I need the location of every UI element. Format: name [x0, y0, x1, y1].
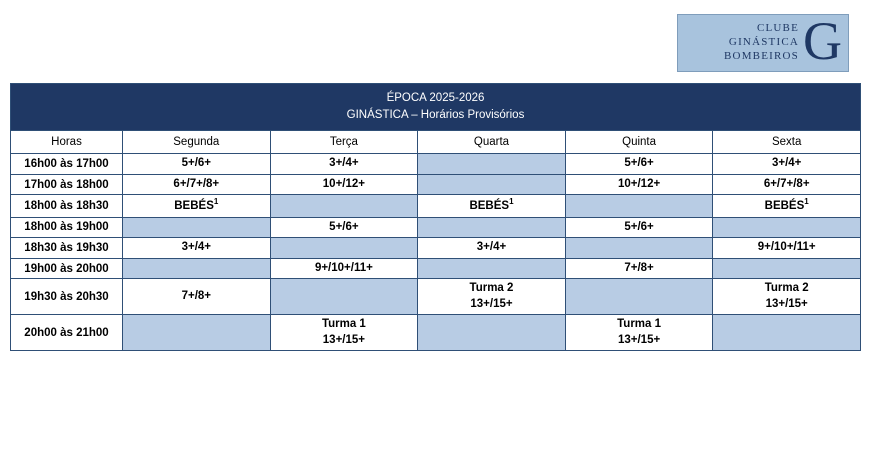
class-cell-line1: Turma 2	[469, 282, 514, 295]
class-cell-text: 3+/4+	[476, 241, 507, 254]
table-row	[11, 217, 861, 238]
class-cell	[565, 174, 713, 195]
table-row	[11, 315, 861, 351]
time-slot-label: 17h00 às 18h00	[11, 174, 123, 195]
club-logo-text	[724, 22, 799, 63]
club-logo-line1: CLUBE	[756, 22, 799, 35]
class-cell-footnote-marker: 1	[804, 197, 809, 207]
class-cell	[270, 238, 418, 259]
class-cell-line1: Turma 1	[617, 318, 662, 331]
class-cell	[713, 258, 861, 279]
class-cell	[418, 315, 566, 351]
class-cell	[123, 258, 271, 279]
class-cell	[270, 258, 418, 279]
table-header-row	[11, 131, 861, 154]
class-cell-text: 9+/10+/11+	[314, 261, 373, 274]
class-cell-text: 3+/4+	[771, 157, 802, 170]
class-cell-text: BEBÉS	[469, 200, 510, 213]
table-title-subtitle: GINÁSTICA – Horários Provisórios	[346, 108, 525, 121]
class-cell	[418, 195, 566, 217]
time-slot-label: 19h00 às 20h00	[11, 258, 123, 279]
class-cell	[418, 279, 566, 315]
class-cell-footnote-marker: 1	[213, 197, 219, 207]
time-slot-label: 18h00 às 19h00	[11, 217, 123, 238]
class-cell-text: 5+/6+	[624, 157, 654, 170]
class-cell	[123, 217, 271, 238]
class-cell	[565, 258, 713, 279]
time-slot-label: 16h00 às 17h00	[11, 154, 123, 175]
class-cell	[565, 195, 713, 217]
table-title	[11, 84, 861, 131]
column-header-day: Terça	[270, 131, 418, 154]
class-cell	[713, 315, 861, 351]
class-cell	[713, 174, 861, 195]
class-cell	[123, 195, 271, 217]
class-cell	[565, 217, 713, 238]
class-cell	[123, 315, 271, 351]
column-header-day: Quarta	[418, 131, 566, 154]
class-cell-text: 6+/7+/8+	[763, 177, 810, 190]
class-cell	[418, 238, 566, 259]
class-cell	[713, 217, 861, 238]
table-row	[11, 238, 861, 259]
class-cell	[270, 315, 418, 351]
class-cell	[713, 154, 861, 175]
club-logo-line2: GINÁSTICA	[728, 36, 799, 49]
class-cell-text: 5+/6+	[329, 220, 359, 233]
class-cell-line2: 13+/15+	[470, 297, 513, 310]
class-cell	[565, 238, 713, 259]
class-cell	[565, 315, 713, 351]
column-header-hours: Horas	[11, 131, 123, 154]
class-cell-text: BEBÉS	[764, 200, 805, 213]
time-slot-label: 18h00 às 18h30	[11, 195, 123, 217]
class-cell-text: 6+/7+/8+	[173, 177, 220, 190]
table-row	[11, 258, 861, 279]
table-row	[11, 195, 861, 217]
class-cell	[123, 279, 271, 315]
column-header-day: Segunda	[123, 131, 271, 154]
class-cell	[418, 174, 566, 195]
class-cell-line1: Turma 2	[764, 282, 809, 295]
class-cell	[565, 279, 713, 315]
class-cell-text: 7+/8+	[624, 261, 654, 274]
schedule-table	[10, 83, 861, 351]
class-cell-text: 3+/4+	[181, 241, 211, 254]
class-cell-text: 7+/8+	[181, 290, 211, 303]
class-cell	[713, 195, 861, 217]
class-cell	[270, 217, 418, 238]
time-slot-label: 18h30 às 19h30	[11, 238, 123, 259]
class-cell-line2: 13+/15+	[765, 297, 808, 310]
class-cell-text: 5+/6+	[181, 157, 211, 170]
class-cell-line1: Turma 1	[321, 318, 366, 331]
column-header-day: Sexta	[713, 131, 861, 154]
class-cell-text: 10+/12+	[617, 177, 661, 190]
class-cell	[270, 174, 418, 195]
class-cell	[270, 195, 418, 217]
class-cell-footnote-marker: 1	[509, 197, 514, 207]
class-cell	[123, 154, 271, 175]
table-row	[11, 279, 861, 315]
class-cell	[123, 174, 271, 195]
class-cell	[123, 238, 271, 259]
class-cell	[713, 279, 861, 315]
class-cell-text: BEBÉS	[174, 200, 214, 213]
class-cell	[418, 154, 566, 175]
table-row	[11, 174, 861, 195]
class-cell	[418, 258, 566, 279]
class-cell-text: 10+/12+	[322, 177, 365, 190]
club-logo	[677, 11, 849, 72]
table-title-row	[11, 84, 861, 131]
column-header-day: Quinta	[565, 131, 713, 154]
time-slot-label: 19h30 às 20h30	[11, 279, 123, 315]
class-cell	[270, 154, 418, 175]
class-cell	[713, 238, 861, 259]
table-row	[11, 154, 861, 175]
class-cell-line2: 13+/15+	[322, 333, 365, 346]
class-cell	[565, 154, 713, 175]
club-logo-monogram: G	[803, 11, 842, 71]
class-cell-line2: 13+/15+	[617, 333, 661, 346]
class-cell	[418, 217, 566, 238]
table-title-season: ÉPOCA 2025-2026	[386, 92, 485, 104]
time-slot-label: 20h00 às 21h00	[11, 315, 123, 351]
class-cell-text: 3+/4+	[329, 157, 359, 170]
club-logo-line3: BOMBEIROS	[724, 49, 799, 62]
class-cell	[270, 279, 418, 315]
class-cell-text: 5+/6+	[624, 220, 654, 233]
class-cell-text: 9+/10+/11+	[757, 241, 816, 254]
